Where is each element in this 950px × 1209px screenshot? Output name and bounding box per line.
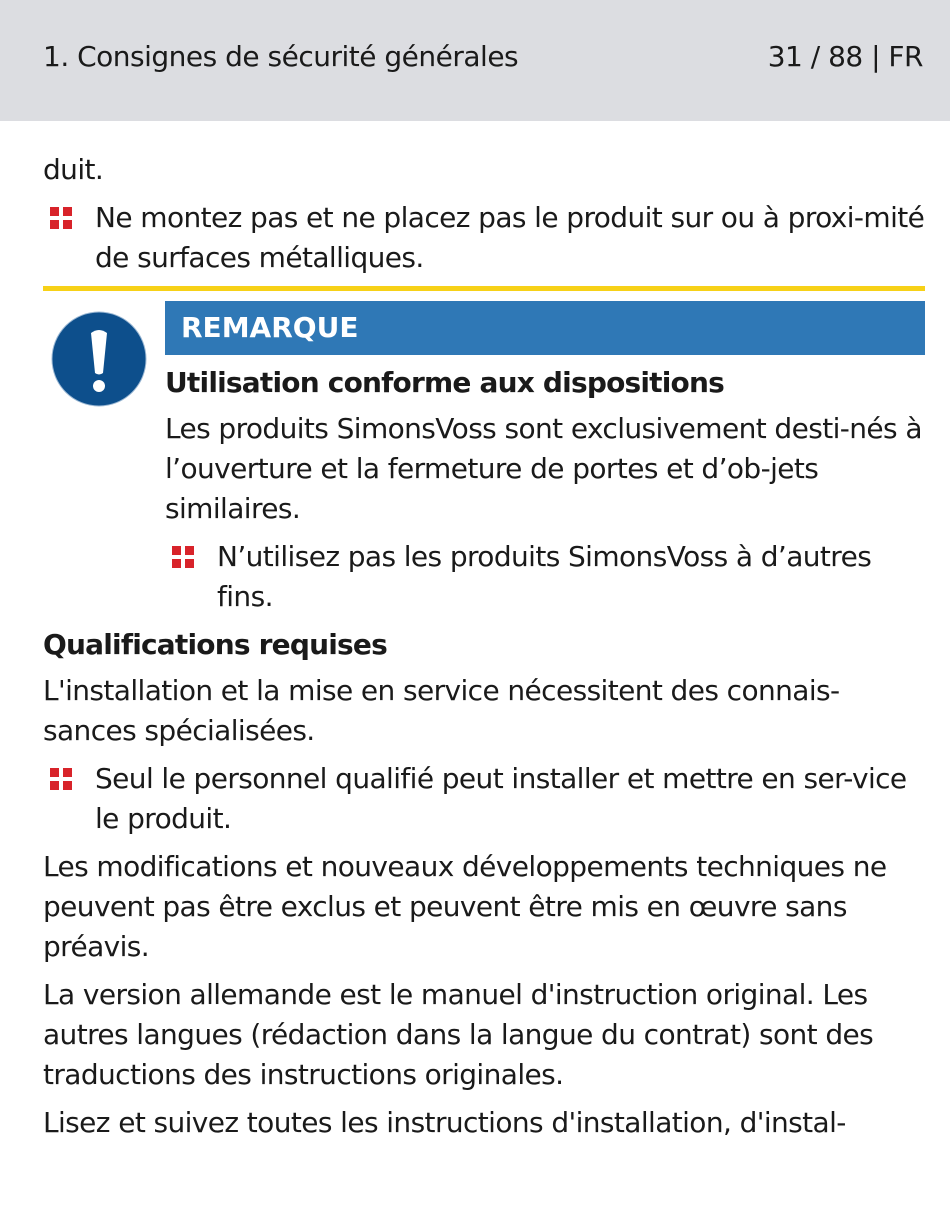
red-square-bullet-icon xyxy=(50,768,72,790)
list-item-text: Seul le personnel qualifié peut installer et mettre en ser-vice le produit. xyxy=(95,762,907,835)
document-content xyxy=(43,150,925,1151)
page-number: 31 / 88 | FR xyxy=(767,40,923,73)
notice-heading: Utilisation conforme aux dispositions xyxy=(165,366,724,399)
version-paragraph: La version allemande est le manuel d'instruction original. Les autres langues (rédaction dans la langue du contrat) sont des traductions des instructions originales. xyxy=(43,978,874,1091)
modifications-paragraph: Les modifications et nouveaux développements techniques ne peuvent pas être exclus et peuvent être mis en œuvre sans préavis. xyxy=(43,850,887,963)
list-item xyxy=(43,198,925,278)
red-square-bullet-icon xyxy=(50,207,72,229)
list-item-text: N’utilisez pas les produits SimonsVoss à d’autres fins. xyxy=(217,540,872,613)
list-item-text: Ne montez pas et ne placez pas le produit sur ou à proxi-mité de surfaces métalliques. xyxy=(95,201,925,274)
page-header xyxy=(0,0,950,121)
red-square-bullet-icon xyxy=(172,546,194,568)
section-title: 1. Consignes de sécurité générales xyxy=(43,40,519,73)
notice-label: REMARQUE xyxy=(165,301,925,355)
notice-box xyxy=(43,301,925,617)
qualifications-text: L'installation et la mise en service nécessitent des connais-sances spécialisées. xyxy=(43,674,840,747)
exclamation-circle-icon xyxy=(51,311,147,407)
notice-divider xyxy=(43,286,925,291)
list-item xyxy=(43,759,925,839)
list-item xyxy=(165,537,925,617)
qualifications-heading: Qualifications requises xyxy=(43,628,387,661)
continuation-text: duit. xyxy=(43,153,104,186)
notice-text: Les produits SimonsVoss sont exclusivement desti-nés à l’ouverture et la fermeture de portes et d’ob-jets similaires. xyxy=(165,412,922,525)
read-instructions-paragraph: Lisez et suivez toutes les instructions d'installation, d'instal- xyxy=(43,1106,846,1139)
